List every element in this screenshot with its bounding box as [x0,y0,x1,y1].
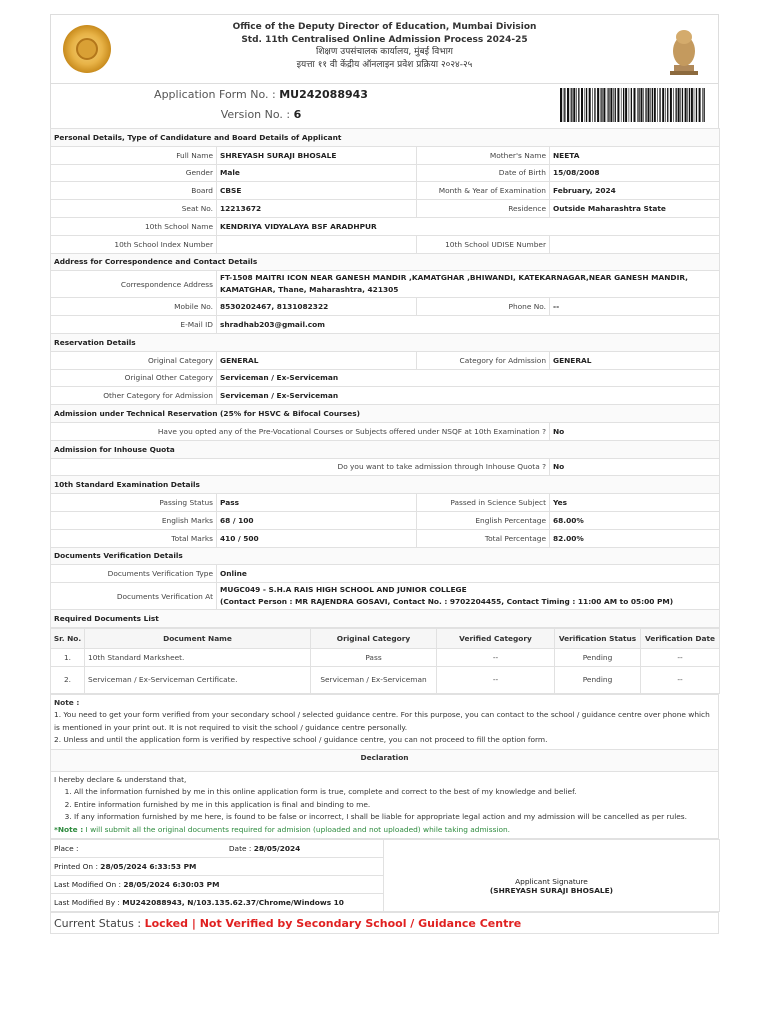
section-technical: Admission under Technical Reservation (25% for HSVC & Bifocal Courses) [51,405,720,423]
exam-month-year-value: February, 2024 [550,182,720,200]
declaration-title: Declaration [51,749,719,771]
mother-name-value: NEETA [550,146,720,164]
admission-category-label: Category for Admission [417,351,550,369]
section-required-documents: Required Documents List [51,610,720,628]
mother-name-label: Mother's Name [417,146,550,164]
documents-table [50,628,720,694]
verification-contact: (Contact Person : MR RAJENDRA GOSAVI, Contact No. : 9702204455, Contact Timing : 11:00 AM to 05:00 PM) [220,597,674,607]
other-category-label: Original Other Category [51,369,217,387]
table-cell: Serviceman / Ex-Serviceman [311,666,437,693]
email-label: E-Mail ID [51,316,217,334]
total-marks-label: Total Marks [51,529,217,547]
nsqf-answer: No [550,422,720,440]
barcode-icon [558,88,708,122]
section-personal: Personal Details, Type of Candidature and Board Details of Applicant [51,129,720,147]
declaration-cell [51,771,719,839]
place-label: Place : [54,844,79,854]
total-percentage-value: 82.00% [550,529,720,547]
exam-month-year-label: Month & Year of Examination [417,182,550,200]
status-value: Locked | Not Verified by Secondary School / Guidance Centre [144,916,522,930]
mobile-value: 8530202467, 8131082322 [217,298,417,316]
section-verification: Documents Verification Details [51,547,720,565]
dob-value: 15/08/2008 [550,164,720,182]
column-header: Verified Category [437,628,555,648]
declaration-intro: I hereby declare & understand that, [54,774,187,784]
office-title: Office of the Deputy Director of Education, Mumbai Division [232,22,537,32]
full-name-label: Full Name [51,146,217,164]
other-admission-category-label: Other Category for Admission [51,387,217,405]
inhouse-answer: No [550,458,720,476]
table-cell: Pass [311,648,437,666]
date-label: Date : [228,844,252,854]
dob-label: Date of Birth [417,164,550,182]
process-title: Std. 11th Centralised Online Admission Process 2024-25 [241,34,528,45]
status-cell [51,913,719,934]
section-exam: 10th Standard Examination Details [51,476,720,494]
section-inhouse: Admission for Inhouse Quota [51,440,720,458]
table-cell: -- [437,666,555,693]
board-label: Board [51,182,217,200]
printed-on-cell [51,858,384,876]
modified-by-label: Last Modified By : [54,898,120,908]
original-category-value: GENERAL [217,351,417,369]
seat-no-label: Seat No. [51,200,217,218]
table-cell: 1. [51,648,85,666]
footer-table [50,839,720,912]
verification-at-value [217,583,720,610]
date-value: 28/05/2024 [253,844,301,854]
modified-on-cell [51,876,384,894]
seat-no-value: 12213672 [217,200,417,218]
modified-value: 28/05/2024 6:30:03 PM [123,880,220,890]
english-percentage-value: 68.00% [550,511,720,529]
english-marks-value: 68 / 100 [217,511,417,529]
note-1: 1. You need to get your form verified from your secondary school / selected guidance centre. For this purpose, you can contact to the school / guidance centre over phone which is mentioned in your print out. It is not required to visit the school / guidance centre personally. [54,710,710,732]
details-table [50,128,720,628]
mobile-label: Mobile No. [51,298,217,316]
signature-name: (SHREYASH SURAJI BHOSALE) [489,886,614,896]
verification-type-label: Documents Verification Type [51,565,217,583]
total-marks-value: 410 / 500 [217,529,417,547]
column-header: Verification Status [555,628,641,648]
school-udise-label: 10th School UDISE Number [417,235,550,253]
modified-label: Last Modified On : [54,880,121,890]
board-value: CBSE [217,182,417,200]
column-header: Document Name [85,628,311,648]
original-category-label: Original Category [51,351,217,369]
declaration-item: 1. All the information furnished by me in this online application form is true, complete and correct to the best of my knowledge and belief. [74,786,715,799]
notes-table [50,694,719,839]
gender-value: Male [217,164,417,182]
other-category-value: Serviceman / Ex-Serviceman [217,369,720,387]
version-label: Version No. : [220,108,291,121]
submission-note-text: I will submit all the original documents required for admision (uploaded and not uploaded) while taking admission. [83,824,511,834]
header [50,14,719,83]
verification-type-value: Online [217,565,720,583]
address-label: Correspondence Address [51,271,217,298]
residence-label: Residence [417,200,550,218]
verification-centre: MUGC049 - S.H.A RAIS HIGH SCHOOL AND JUNIOR COLLEGE [220,585,467,595]
science-value: Yes [550,494,720,512]
english-percentage-label: English Percentage [417,511,550,529]
gender-label: Gender [51,164,217,182]
other-admission-category-value: Serviceman / Ex-Serviceman [217,387,720,405]
school-index-value [217,235,417,253]
process-title-marathi: इयत्ता ११ वी केंद्रीय ऑनलाइन प्रवेश प्रक्रिया २०२४-२५ [296,59,473,70]
verification-at-label: Documents Verification At [51,583,217,610]
school-index-label: 10th School Index Number [51,235,217,253]
nsqf-question: Have you opted any of the Pre-Vocational Courses or Subjects offered under NSQF at 10th Examination ? [51,422,550,440]
table-cell: Serviceman / Ex-Serviceman Certificate. [85,666,311,693]
printed-label: Printed On : [54,862,98,872]
phone-label: Phone No. [417,298,550,316]
email-value: shradhab203@gmail.com [217,316,720,334]
declaration-item: 2. Entire information furnished by me in this application is final and binding to me. [74,799,715,812]
app-no-label: Application Form No. : [154,88,276,101]
declaration-list [54,786,715,824]
school-name-value: KENDRIYA VIDYALAYA BSF ARADHPUR [217,217,720,235]
table-cell: 2. [51,666,85,693]
documents-body [51,648,720,693]
table-cell: Pending [555,648,641,666]
admission-category-value: GENERAL [550,351,720,369]
national-emblem-icon [664,21,704,77]
table-cell: -- [437,648,555,666]
header-title [51,21,718,71]
address-value: FT-1508 MAITRI ICON NEAR GANESH MANDIR ,KAMATGHAR ,BHIWANDI, KATEKARNAGAR,NEAR GANESH MANDIR, KAMATGHAR, Thane, Maharashtra, 421305 [217,271,720,298]
status-label: Current Status : [54,916,142,930]
residence-value: Outside Maharashtra State [550,200,720,218]
table-cell: -- [641,648,720,666]
form-number-block [50,83,719,128]
column-header: Sr. No. [51,628,85,648]
table-row [51,666,720,693]
application-form [50,14,719,934]
column-header: Original Category [311,628,437,648]
column-header: Verification Date [641,628,720,648]
version-value: 6 [293,108,302,121]
table-row [51,648,720,666]
note-2: 2. Unless and until the application form is verified by respective school / guidance centre, you can not proceed to fill the option form. [54,735,548,745]
table-cell: 10th Standard Marksheet. [85,648,311,666]
section-reservation: Reservation Details [51,333,720,351]
note-cell [51,694,719,749]
place-date-cell [51,840,384,858]
documents-header-row [51,628,720,648]
total-percentage-label: Total Percentage [417,529,550,547]
declaration-item: 3. If any information furnished by me here, is found to be false or incorrect, I shall be liable for appropriate legal action and my admission will be cancelled as per rules. [74,811,715,824]
school-udise-value [550,235,720,253]
submission-note-label: *Note : [54,824,84,834]
full-name-value: SHREYASH SURAJI BHOSALE [217,146,417,164]
passing-status-label: Passing Status [51,494,217,512]
phone-value: -- [550,298,720,316]
printed-value: 28/05/2024 6:33:53 PM [100,862,197,872]
science-label: Passed in Science Subject [417,494,550,512]
signature-label: Applicant Signature [515,877,588,887]
modified-by-cell [51,894,384,912]
passing-status-value: Pass [217,494,417,512]
app-no-value: MU242088943 [279,88,368,101]
table-cell: -- [641,666,720,693]
english-marks-label: English Marks [51,511,217,529]
signature-cell [384,840,720,912]
table-cell: Pending [555,666,641,693]
submission-note [54,824,715,837]
school-name-label: 10th School Name [51,217,217,235]
inhouse-question: Do you want to take admission through Inhouse Quota ? [51,458,550,476]
section-address: Address for Correspondence and Contact Details [51,253,720,271]
modified-by-value: MU242088943, N/103.135.62.37/Chrome/Windows 10 [122,898,344,908]
status-table [50,912,719,934]
office-title-marathi: शिक्षण उपसंचालक कार्यालय, मुंबई विभाग [315,47,454,58]
note-title: Note : [54,697,80,707]
